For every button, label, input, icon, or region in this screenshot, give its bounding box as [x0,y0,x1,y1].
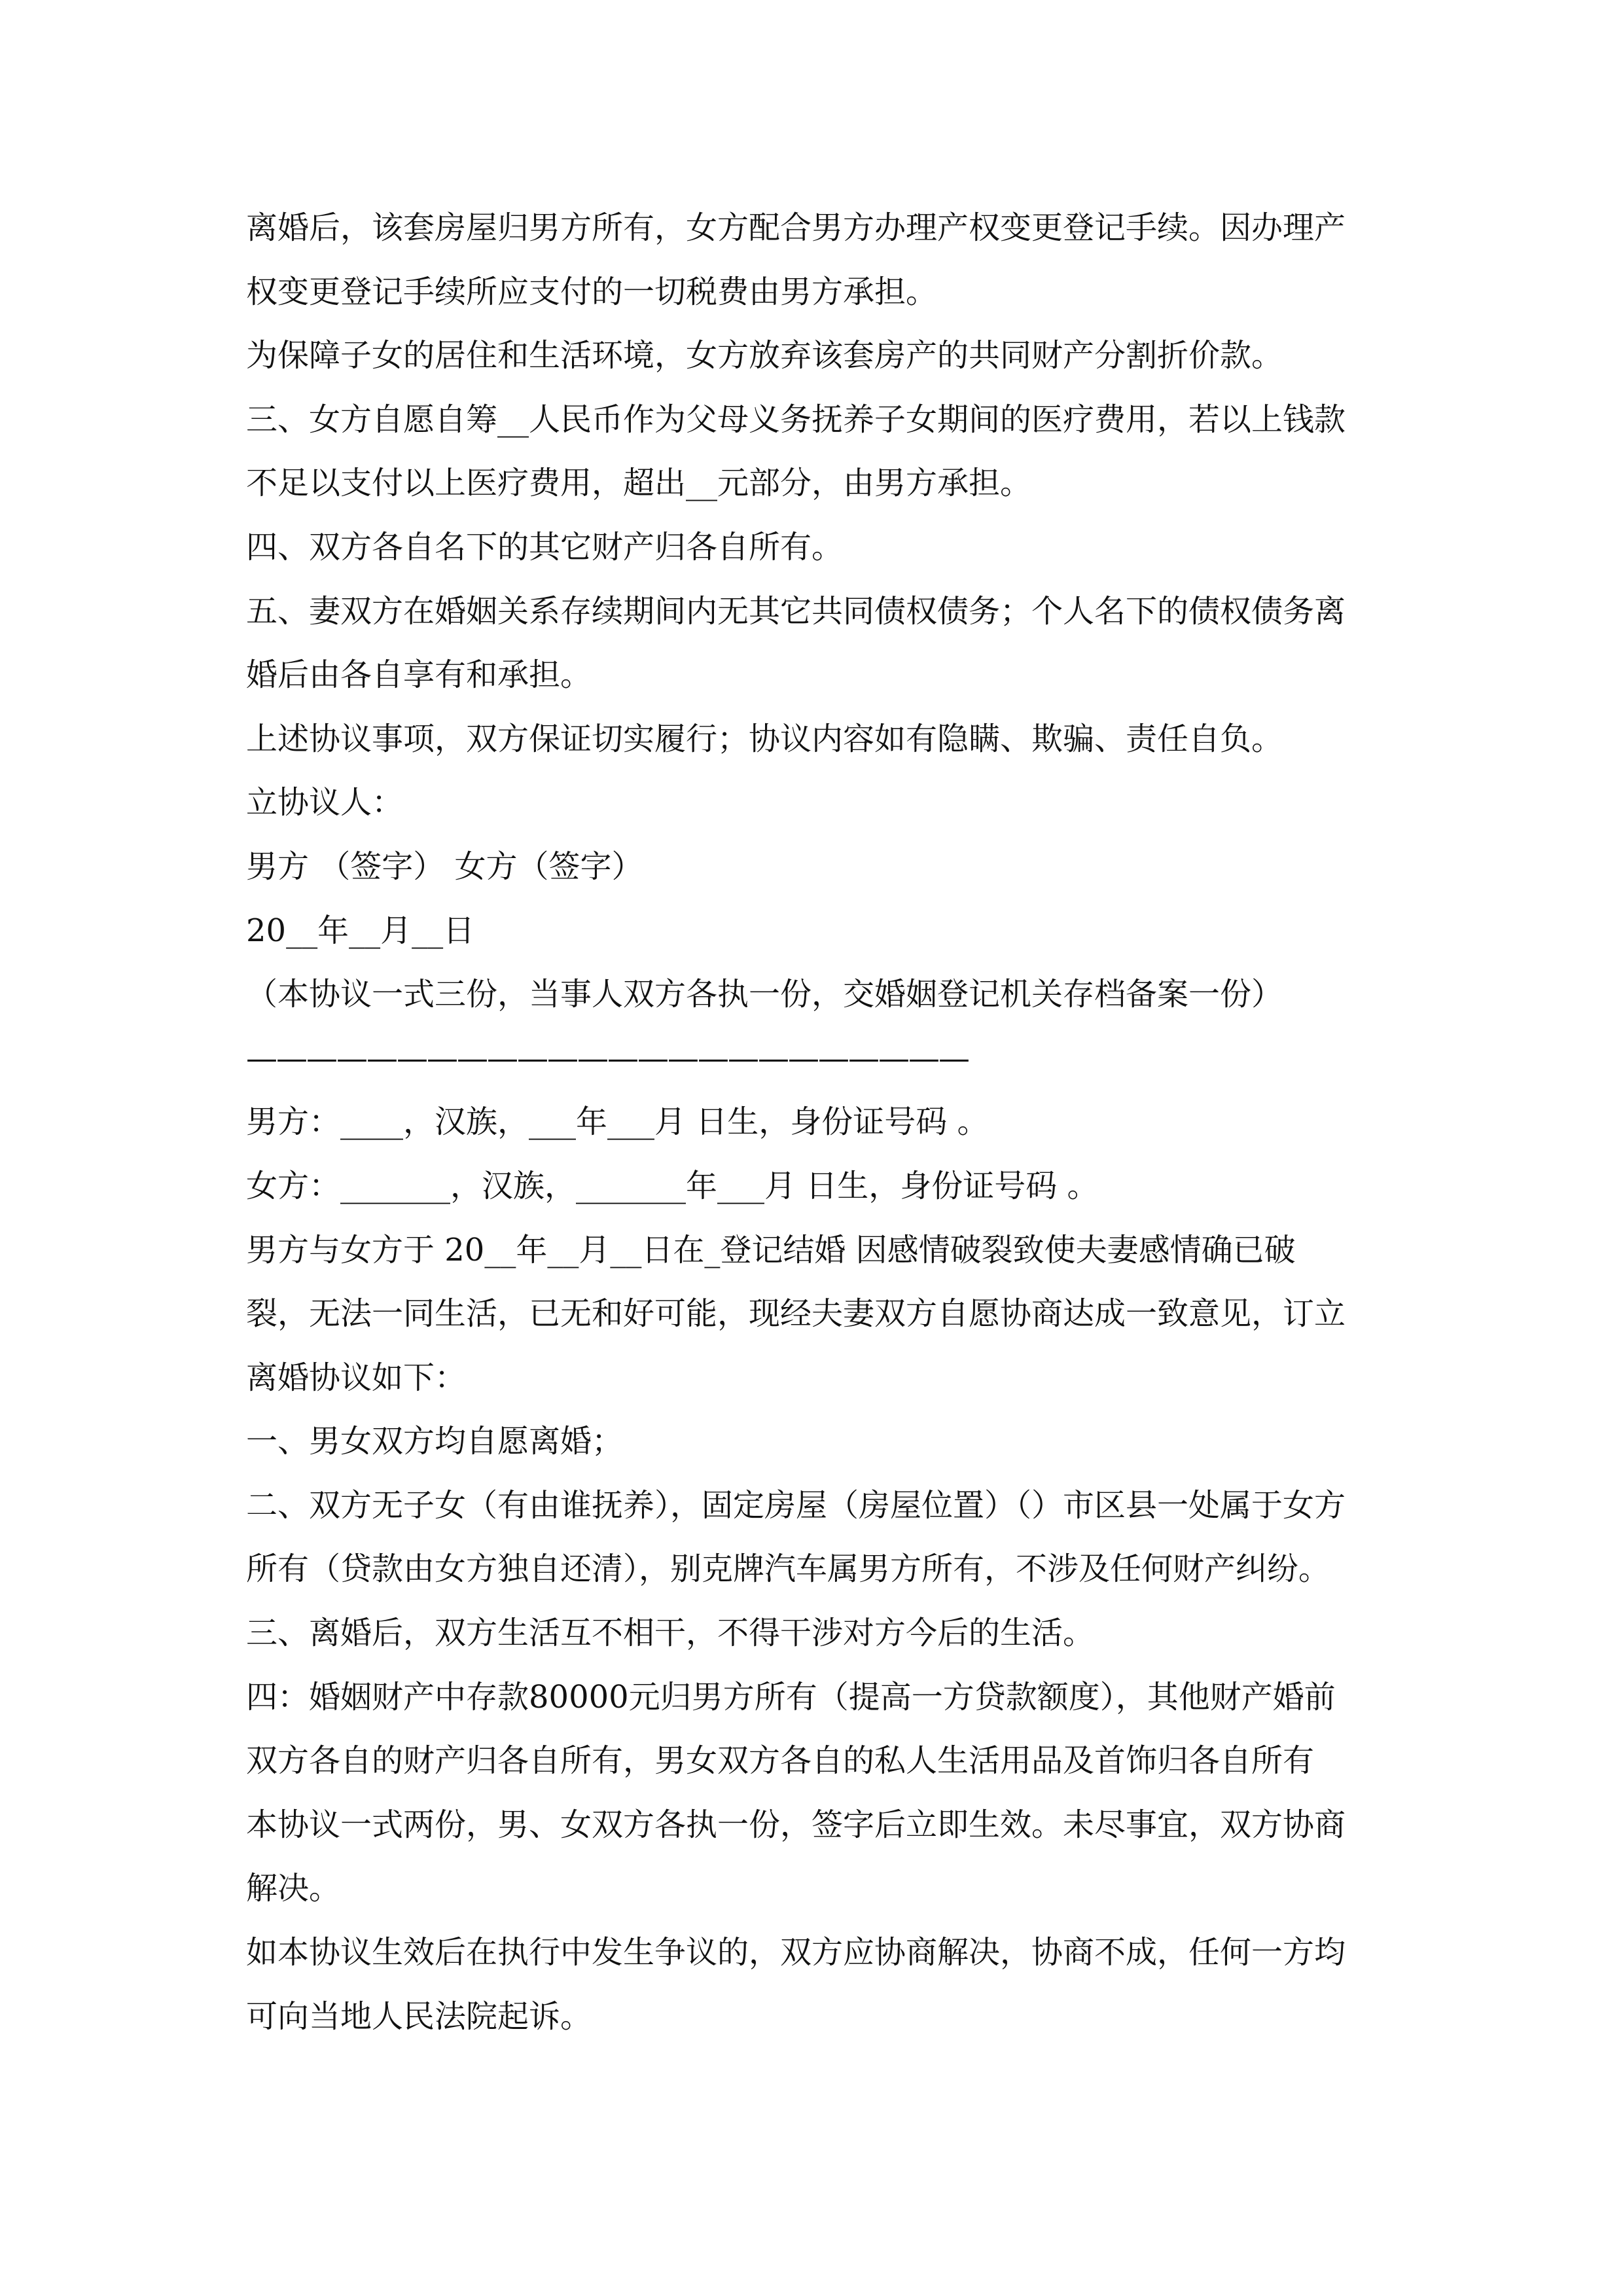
text-line: 本协议一式两份，男、女双方各执一份，签字后立即生效。未尽事宜，双方协商 [246,1806,1346,1843]
text-line: 二、双方无子女（有由谁抚养），固定房屋（房屋位置）（）市区县一处属于女方 [246,1486,1346,1524]
text-line: 女方：_______，汉族，_______年___月 日生，身份证号码 。 [246,1167,1099,1204]
text-line: 权变更登记手续所应支付的一切税费由男方承担。 [246,273,938,310]
signatory-heading: 立协议人： [246,784,404,821]
text-line: 男方与女方于 20__年__月__日在_登记结婚 因感情破裂致使夫妻感情确已破 [246,1231,1296,1268]
text-line: 三、女方自愿自筹__人民币作为父母义务抚养子女期间的医疗费用，若以上钱款 [246,401,1346,438]
text-line: 三、离婚后，双方生活互不相干，不得干涉对方今后的生活。 [246,1615,1095,1652]
text-line: 双方各自的财产归各自所有，男女双方各自的私人生活用品及首饰归各自所有 [246,1742,1315,1780]
text-line: 离婚后，该套房屋归男方所有，女方配合男方办理产权变更登记手续。因办理产 [246,209,1346,246]
text-line: 婚后由各自享有和承担。 [246,656,592,694]
text-line: 四：婚姻财产中存款80000元归男方所有（提高一方贷款额度），其他财产婚前 [246,1678,1336,1715]
text-line: 五、妻双方在婚姻关系存续期间内无其它共同债权债务；个人名下的债权债务离 [246,592,1346,630]
date-line: 20__年__月__日 [246,912,475,949]
text-line: 裂，无法一同生活，已无和好可能，现经夫妻双方自愿协商达成一致意见，订立 [246,1295,1346,1333]
text-line: 男方：____，汉族，___年___月 日生，身份证号码 。 [246,1103,989,1141]
text-line: 上述协议事项，双方保证切实履行；协议内容如有隐瞒、欺骗、责任自负。 [246,720,1283,757]
document-body [246,196,1385,2049]
text-line: 所有（贷款由女方独自还清），别克牌汽车属男方所有，不涉及任何财产纠纷。 [246,1551,1330,1588]
text-line: 四、双方各自名下的其它财产归各自所有。 [246,528,844,565]
text-line: 如本协议生效后在执行中发生争议的，双方应协商解决，协商不成，任何一方均 [246,1934,1346,1971]
text-line: 为保障子女的居住和生活环境，女方放弃该套房产的共同财产分割折价款。 [246,337,1283,374]
section-divider: ———————————————————————— [246,1039,969,1077]
text-line: 可向当地人民法院起诉。 [246,1998,592,2035]
text-line: 不足以支付以上医疗费用，超出__元部分，由男方承担。 [246,465,1032,502]
text-line: 一、男女双方均自愿离婚； [246,1423,624,1460]
copies-note: （本协议一式三份，当事人双方各执一份，交婚姻登记机关存档备案一份） [246,976,1283,1013]
signature-line: 男方 （签字） 女方（签字） [246,848,643,885]
text-line: 解决。 [246,1870,341,1907]
text-line: 离婚协议如下： [246,1359,467,1396]
